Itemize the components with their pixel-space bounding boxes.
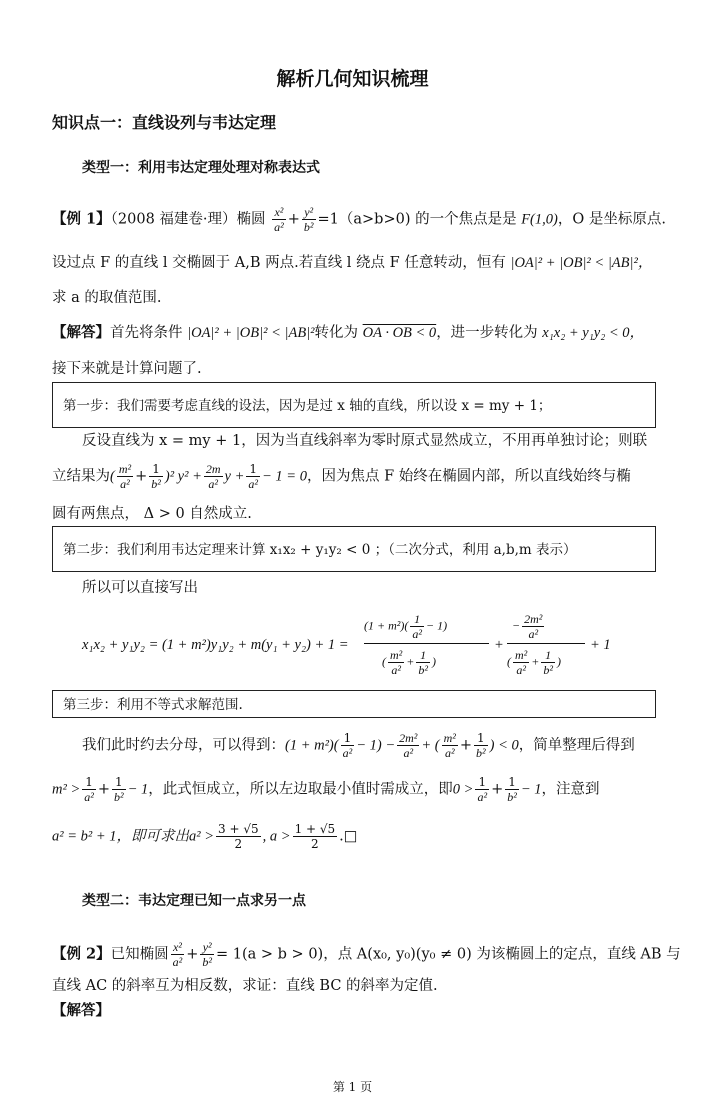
- solution1-line1: 【解答】首先将条件 |OA|² + |OB|² < |AB|²转化为 OA · OB < 0，进一步转化为 x₁x₂ + y₁y₂ < 0，: [52, 324, 645, 341]
- solution2-label: 【解答】: [52, 1002, 110, 1019]
- example1-line2: 设过点 F 的直线 l 交椭圆于 A,B 两点.若直线 l 绕点 F 任意转动，恒有 |OA|² + |OB|² < |AB|²，: [52, 255, 653, 271]
- example1-line1: 【例 1】（2008 福建卷·理）椭圆 $\frac{\text{x²}}{\text{a²}}$ + $\frac{\text{y²}}{\text{b²}}$ =1（a>b>0) 的一个焦点是是 F(1,0)，O 是坐标原点.: [52, 205, 666, 234]
- page-title: 解析几何知识梳理: [276, 68, 429, 90]
- type2-heading: 类型二：韦达定理已知一点求另一点: [82, 893, 306, 909]
- page-number: 第 1 页: [332, 1080, 373, 1094]
- para3-line2: m² > $\frac{1}{\text{a²}}$ + $\frac{1}{\text{b²}}$ − 1，此式恒成立，所以左边取最小值时需成立，即0 > $\frac{1}{\text{a²}}$ + $\frac{1}{\text{b²}}$ − 1，注意到: [52, 775, 600, 804]
- example2-line2: 直线 AC 的斜率互为相反数，求证：直线 BC 的斜率为定值.: [52, 978, 438, 994]
- direct-text: 所以可以直接写出: [82, 580, 198, 596]
- type1-heading: 类型一：利用韦达定理处理对称表达式: [82, 160, 320, 176]
- solution1-line2: 接下来就是计算问题了.: [52, 361, 202, 377]
- para3-line1: 我们此时约去分母，可以得到：(1 + m²)( $\frac{1}{\text{a²}}$ − 1) − $\frac{\text{2m²}}{\text{a²}}$ + ( $\frac{\text{m²}}{\text{a²}}$ + $\frac{1}{\text{b²}}$ ) < 0，简单整理后得到: [82, 731, 635, 760]
- example1-line3: 求 a 的取值范围.: [52, 290, 162, 306]
- section-heading: 知识点一：直线设列与韦达定理: [52, 113, 277, 132]
- example2-line1: 【例 2】已知椭圆 $\frac{\text{x²}}{\text{a²}}$ + $\frac{\text{y²}}{\text{b²}}$ = 1(a > b > 0)，点 A(x₀, y₀)(y₀ ≠ 0) 为该椭圆上的定点，直线 AB 与: [52, 940, 681, 969]
- para2-line3: 圆有两焦点， Δ > 0 自然成立.: [52, 506, 252, 522]
- para2-line2: 立结果为( $\frac{\text{m²}}{\text{a²}}$ + $\frac{1}{\text{b²}}$ )² y² + $\frac{2m}{\text{a²}}$ y + $\frac{1}{\text{a²}}$ − 1 = 0，因为焦点 F 始终在椭圆内部，所以直线始终与椭: [52, 462, 631, 491]
- para2-line1: 反设直线为 x = my + 1，因为当直线斜率为零时原式显然成立，不用再单独讨论；则联: [82, 433, 648, 449]
- step3-box: 第三步：利用不等式求解范围.: [52, 690, 656, 718]
- vieta-expression: x₁x₂ + y₁y₂ = (1 + m²)y₁y₂ + m(y₁ + y₂) + 1 = (1 + m²)( $\frac{1}{\text{a²}}$ − 1) ( $\frac{\text{m²}}{\text{a²}}$ + $\frac{1}{\text{b²}}$ ) + − $\frac{\text{2m²}}{\text{a²}}$ ( $\frac{\text{m²}}{\text{a²}}$ + $\frac{1}{\text{b²}}$ ) + 1: [82, 612, 611, 677]
- para3-line3: a² = b² + 1，即可求出a² > $\frac{3 + √5}{2}$ , a > $\frac{1 + √5}{2}$ .□: [52, 822, 358, 851]
- step1-box: 第一步：我们需要考虑直线的设法，因为是过 x 轴的直线，所以设 x = my + 1；: [52, 382, 656, 428]
- step2-box: 第二步：我们利用韦达定理来计算 x₁x₂ + y₁y₂ < 0 ；（二次分式，利用 a,b,m 表示）: [52, 526, 656, 572]
